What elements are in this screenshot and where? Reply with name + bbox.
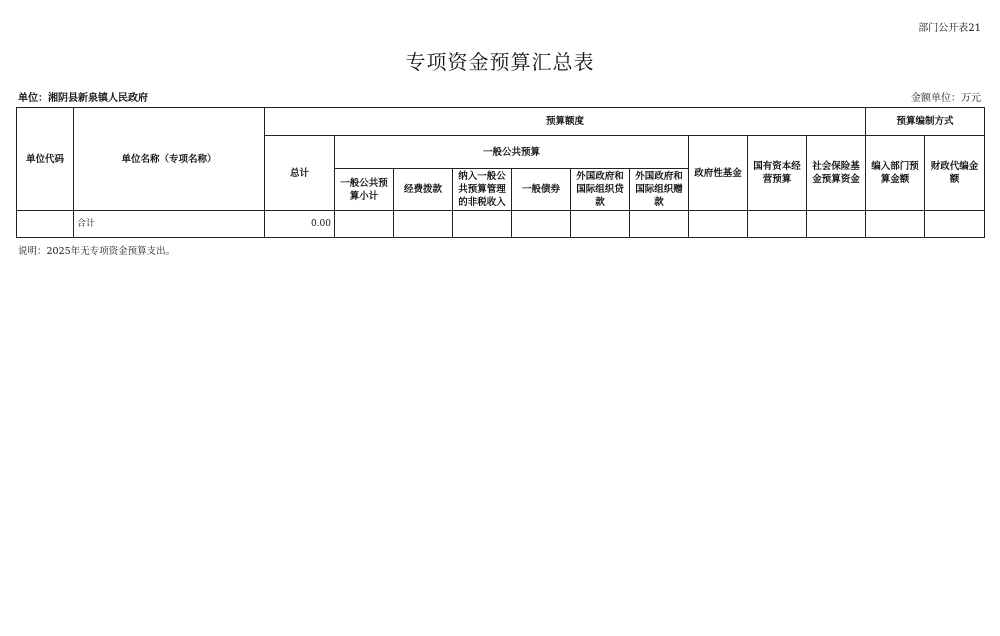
cell-foreign-grants bbox=[630, 211, 689, 238]
header-state-capital: 国有资本经营预算 bbox=[748, 136, 807, 211]
header-fiscal-proxy: 财政代编金额 bbox=[925, 136, 985, 211]
cell-gov-fund bbox=[689, 211, 748, 238]
cell-funding-allocation bbox=[394, 211, 453, 238]
header-non-tax-income: 纳入一般公共预算管理的非税收入 bbox=[453, 169, 512, 211]
header-unit-code: 单位代码 bbox=[17, 108, 74, 211]
cell-dept-budget bbox=[866, 211, 925, 238]
header-foreign-loans: 外国政府和国际组织贷款 bbox=[571, 169, 630, 211]
special-fund-budget-table bbox=[16, 107, 985, 238]
header-gov-fund: 政府性基金 bbox=[689, 136, 748, 211]
header-budget-amount: 预算额度 bbox=[265, 108, 866, 136]
unit-label: 单位：湘阴县新泉镇人民政府 bbox=[18, 93, 148, 104]
cell-general-bonds bbox=[512, 211, 571, 238]
cell-foreign-loans bbox=[571, 211, 630, 238]
cell-non-tax-income bbox=[453, 211, 512, 238]
cell-total: 0.00 bbox=[265, 211, 335, 238]
table-note: 说明：2025年无专项资金预算支出。 bbox=[18, 246, 176, 257]
header-funding-allocation: 经费拨款 bbox=[394, 169, 453, 211]
cell-unit-name: 合计 bbox=[74, 211, 265, 238]
header-general-bonds: 一般债券 bbox=[512, 169, 571, 211]
table-row bbox=[17, 211, 985, 238]
header-total: 总计 bbox=[265, 136, 335, 211]
amount-unit-label: 金额单位：万元 bbox=[911, 93, 981, 104]
header-dept-budget: 编入部门预算金额 bbox=[866, 136, 925, 211]
header-foreign-grants: 外国政府和国际组织赠款 bbox=[630, 169, 689, 211]
cell-unit-code bbox=[17, 211, 74, 238]
header-gpb-subtotal: 一般公共预算小计 bbox=[335, 169, 394, 211]
cell-fiscal-proxy bbox=[925, 211, 985, 238]
header-budget-method: 预算编制方式 bbox=[866, 108, 985, 136]
form-number: 部门公开表21 bbox=[918, 23, 981, 34]
header-general-public-budget: 一般公共预算 bbox=[335, 136, 689, 169]
cell-gpb-subtotal bbox=[335, 211, 394, 238]
header-social-insurance: 社会保险基金预算资金 bbox=[807, 136, 866, 211]
page-title: 专项资金预算汇总表 bbox=[405, 50, 595, 74]
cell-social-insurance bbox=[807, 211, 866, 238]
header-unit-name: 单位名称（专项名称） bbox=[74, 108, 265, 211]
cell-state-capital bbox=[748, 211, 807, 238]
